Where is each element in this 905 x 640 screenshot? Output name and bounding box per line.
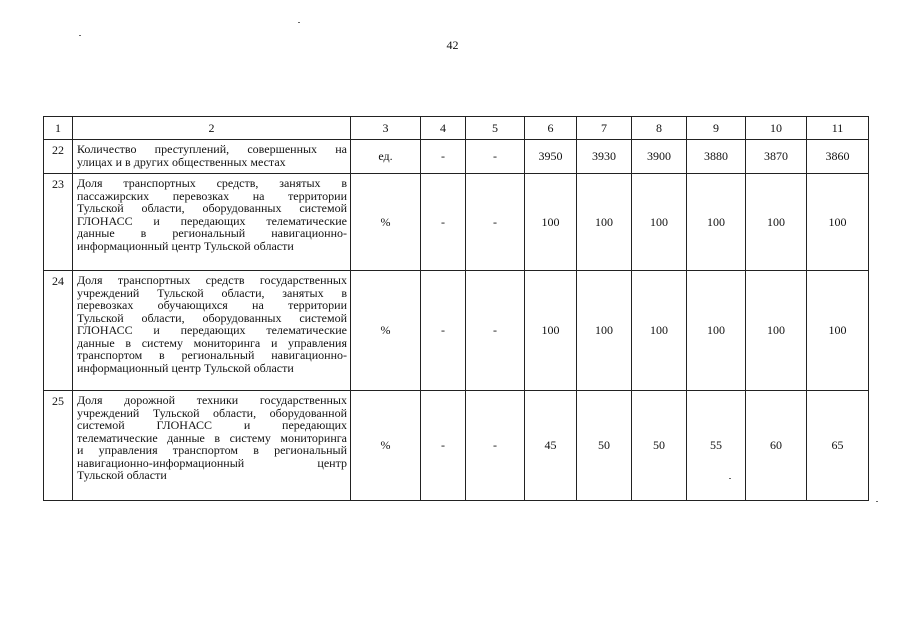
- unit-cell: %: [351, 391, 421, 501]
- value-cell: 45: [525, 391, 577, 501]
- value-cell: 100: [577, 174, 632, 271]
- value-cell: -: [421, 174, 466, 271]
- description-line: ГЛОНАСС и передающих телематические: [77, 323, 347, 337]
- value-cell: 100: [632, 174, 687, 271]
- value-cell: 100: [687, 271, 746, 391]
- table-header: [44, 117, 869, 140]
- table-row: [44, 174, 869, 271]
- value-cell: 3860: [807, 140, 869, 174]
- indicators-table: [43, 116, 869, 501]
- value-cell: 100: [525, 271, 577, 391]
- description-line: Доля транспортных средств государственных: [77, 273, 347, 287]
- value-cell: -: [466, 174, 525, 271]
- page-number: 42: [446, 38, 459, 52]
- value-cell: 100: [807, 174, 869, 271]
- description-line: улицах и в других общественных местах: [77, 154, 286, 169]
- indicator-description: [73, 140, 351, 174]
- description-line: Тульской области: [77, 468, 167, 482]
- value-cell: 60: [746, 391, 807, 501]
- description-line: Тульской области, оборудованных системой: [77, 201, 347, 215]
- value-cell: -: [421, 271, 466, 391]
- description-line: и управления транспортом в региональный: [77, 443, 347, 457]
- description-line: телематические данные в систему мониторинга: [77, 430, 347, 445]
- description-line: учреждений Тульской области, занятых в: [77, 285, 347, 300]
- unit-cell: ед.: [351, 140, 421, 174]
- row-number: 22: [44, 140, 73, 174]
- header-cell: 8: [632, 117, 687, 140]
- header-cell: 7: [577, 117, 632, 140]
- table-row: [44, 140, 869, 174]
- value-cell: 3870: [746, 140, 807, 174]
- header-cell: 2: [73, 117, 351, 140]
- description-line: данные в систему мониторинга и управления: [77, 335, 347, 350]
- header-cell: 11: [807, 117, 869, 140]
- description-line: Тульской области, оборудованных системой: [77, 310, 347, 325]
- indicator-description: [73, 271, 351, 391]
- value-cell: 100: [525, 174, 577, 271]
- scan-speck: [79, 35, 81, 36]
- value-cell: 100: [807, 271, 869, 391]
- description-line: системой ГЛОНАСС и передающих: [77, 418, 347, 432]
- description-line: перевозках обучающихся на территории: [77, 298, 347, 312]
- scan-speck: [729, 478, 731, 479]
- value-cell: 3950: [525, 140, 577, 174]
- description-line: данные в региональный навигационно-: [77, 226, 347, 240]
- description-line: транспортом в региональный навигационно-: [77, 348, 347, 362]
- value-cell: -: [421, 140, 466, 174]
- header-cell: 1: [44, 117, 73, 140]
- value-cell: 100: [746, 174, 807, 271]
- unit-cell: %: [351, 271, 421, 391]
- unit-cell: %: [351, 174, 421, 271]
- row-number: 24: [44, 271, 73, 391]
- row-number: 23: [44, 174, 73, 271]
- value-cell: 65: [807, 391, 869, 501]
- scan-speck: [298, 22, 300, 23]
- indicator-description: [73, 174, 351, 271]
- description-line: ГЛОНАСС и передающих телематические: [77, 213, 347, 228]
- description-line: информационный центр Тульской области: [77, 238, 294, 253]
- value-cell: 55: [687, 391, 746, 501]
- value-cell: 3900: [632, 140, 687, 174]
- value-cell: 100: [632, 271, 687, 391]
- value-cell: -: [466, 391, 525, 501]
- table-row: [44, 391, 869, 501]
- value-cell: 100: [577, 271, 632, 391]
- value-cell: -: [466, 271, 525, 391]
- indicator-description: [73, 391, 351, 501]
- description-line: Количество преступлений, совершенных на: [77, 142, 347, 156]
- header-cell: 4: [421, 117, 466, 140]
- row-number: 25: [44, 391, 73, 501]
- value-cell: 100: [746, 271, 807, 391]
- description-line: пассажирских перевозках на территории: [77, 188, 347, 203]
- header-cell: 3: [351, 117, 421, 140]
- value-cell: -: [466, 140, 525, 174]
- header-cell: 6: [525, 117, 577, 140]
- table-row: [44, 271, 869, 391]
- description-line: Доля транспортных средств, занятых в: [77, 176, 347, 190]
- header-cell: 9: [687, 117, 746, 140]
- description-line: навигационно-информационный центр: [77, 455, 347, 470]
- header-row: [44, 117, 869, 140]
- description-line: учреждений Тульской области, оборудованной: [77, 405, 347, 420]
- value-cell: -: [421, 391, 466, 501]
- value-cell: 50: [632, 391, 687, 501]
- description-line: информационный центр Тульской области: [77, 360, 294, 375]
- description-line: Доля дорожной техники государственных: [77, 393, 347, 407]
- scan-speck: [876, 501, 878, 502]
- header-cell: 10: [746, 117, 807, 140]
- value-cell: 50: [577, 391, 632, 501]
- value-cell: 3880: [687, 140, 746, 174]
- value-cell: 100: [687, 174, 746, 271]
- value-cell: 3930: [577, 140, 632, 174]
- header-cell: 5: [466, 117, 525, 140]
